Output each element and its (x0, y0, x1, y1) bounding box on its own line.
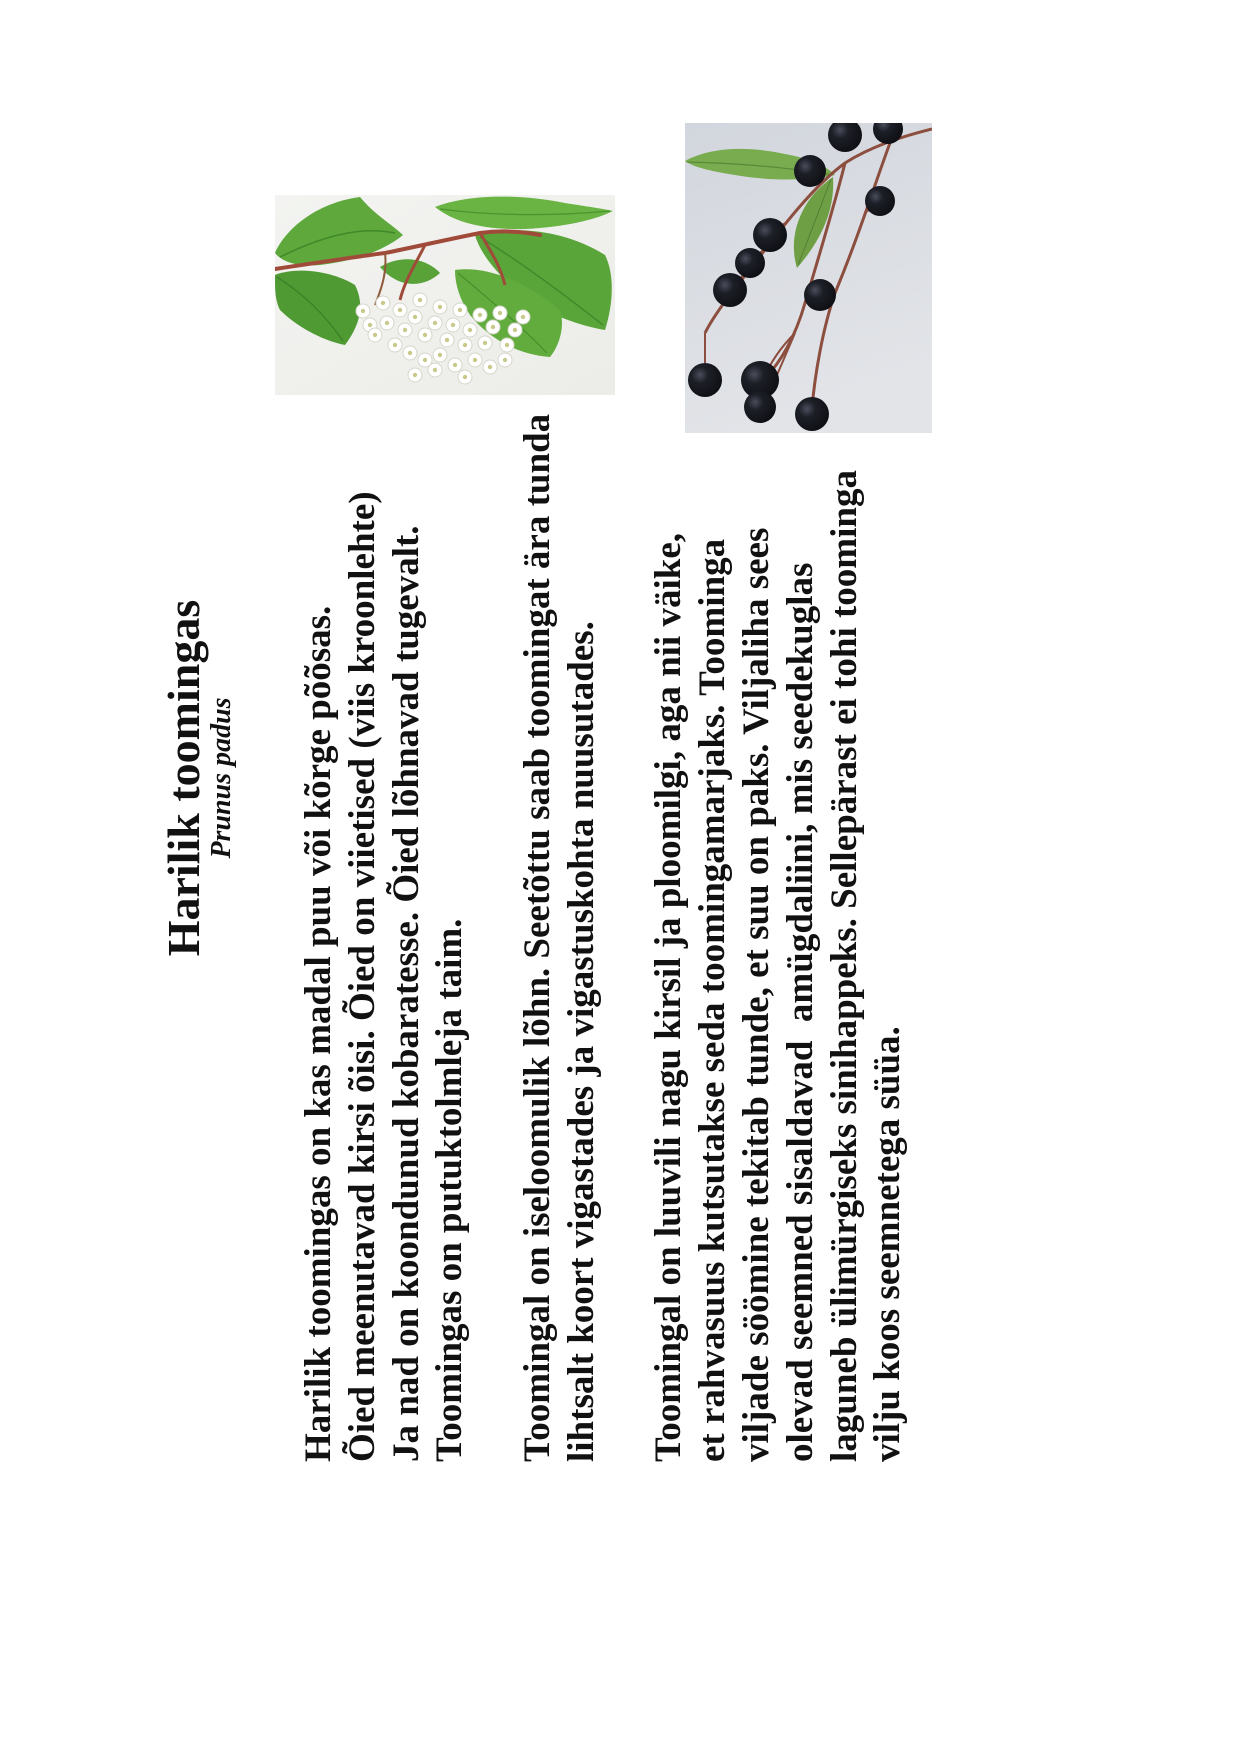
paragraph-description (297, 414, 472, 1462)
text-line: lihtsalt koort vigastades ja vigastuskohta nuusutades. (560, 621, 602, 1462)
paragraph-fruit (647, 414, 910, 1462)
text-line: Toomingal on luuvili nagu kirsil ja ploomilgi, aga nii väike, (648, 533, 690, 1462)
text-line: Toomingas on putuktolmleja taim. (429, 918, 471, 1462)
body-text (297, 414, 954, 1462)
paragraph-smell (516, 414, 604, 1462)
page-title: Harilik toomingas (158, 599, 209, 957)
text-line: laguneb ülimürgiseks sinihappeks. Sellepärast ei tohi toominga (823, 470, 865, 1462)
text-line: et rahvasuus kutsutakse seda toomingamarjaks. Toominga (692, 538, 734, 1462)
flowers-photo (275, 195, 615, 395)
page-subtitle-latin-name: Prunus padus (206, 697, 237, 859)
text-line: viljade söömine tekitab tunde, et suu on paks. Viljaliha sees (735, 527, 777, 1462)
text-line: vilju koos seemnetega süüa. (867, 1026, 909, 1462)
text-line: Harilik toomingas on kas madal puu või kõrge põõsas. (298, 605, 339, 1462)
text-line: Ja nad on koondunud kobaratesse. Õied lõhnavad tugevalt. (385, 525, 427, 1462)
berries-photo (685, 123, 932, 433)
text-line: Õied meenutavad kirsi õisi. Õied on viietised (viis kroonlehte) (341, 491, 383, 1462)
text-line: olevad seemned sisaldavad amügdaliini, mis seedekuglas (779, 562, 821, 1462)
text-line: Toomingal on iseloomulik lõhn. Seetõttu saab toomingat ära tunda (516, 413, 558, 1462)
